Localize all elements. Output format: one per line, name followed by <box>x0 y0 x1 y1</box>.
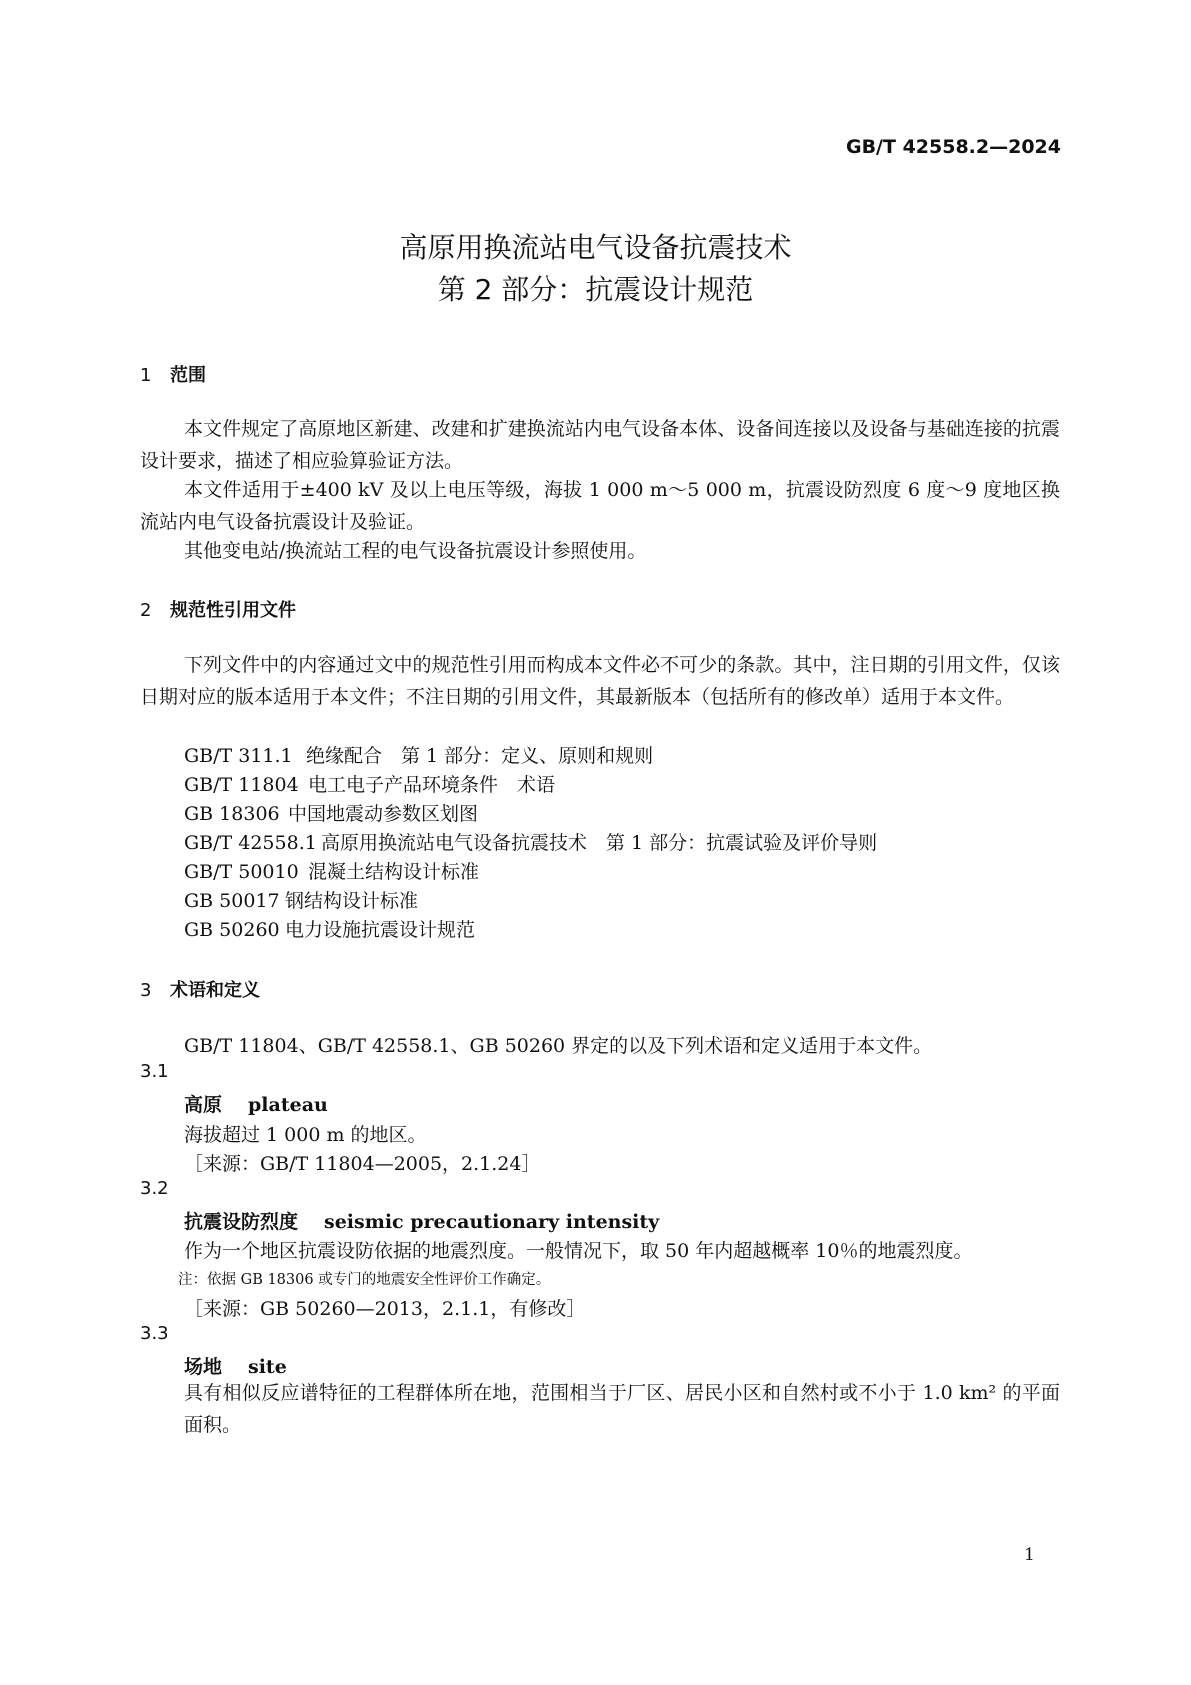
section-2-heading <box>140 596 296 622</box>
term-heading <box>184 1090 328 1117</box>
term-definition: 海拔超过 1 000 m 的地区。 <box>184 1124 427 1146</box>
term-zh: 场地 <box>184 1356 223 1378</box>
term-number: 3.3 <box>140 1323 169 1344</box>
section-1-para-2: 本文件适用于±400 kV 及以上电压等级，海拔 1 000 m～5 000 m，抗震设防烈度 6 度～9 度地区换流站内电气设备抗震设计及验证。 <box>140 479 1060 533</box>
reference-title: 电工电子产品环境条件 术语 <box>308 774 556 796</box>
section-title: 规范性引用文件 <box>170 600 296 621</box>
section-3-heading <box>140 976 260 1002</box>
section-1-para-3: 其他变电站/换流站工程的电气设备抗震设计参照使用。 <box>184 540 647 562</box>
reference-item <box>184 799 478 826</box>
term-number: 3.1 <box>140 1061 169 1082</box>
reference-code: GB 50260 <box>184 919 280 941</box>
reference-item <box>184 770 555 797</box>
section-1-para-1: 本文件规定了高原地区新建、改建和扩建换流站内电气设备本体、设备间连接以及设备与基础连接的抗震设计要求，描述了相应验算验证方法。 <box>140 418 1060 472</box>
reference-title: 绝缘配合 第 1 部分：定义、原则和规则 <box>306 745 654 767</box>
reference-title: 钢结构设计标准 <box>285 890 419 912</box>
reference-title: 中国地震动参数区划图 <box>288 803 479 825</box>
reference-title: 混凝土结构设计标准 <box>308 861 480 883</box>
standard-number: GB/T 42558.2—2024 <box>845 136 1061 158</box>
term-en: site <box>248 1356 287 1378</box>
term-heading <box>184 1207 659 1234</box>
section-number: 1 <box>140 365 152 386</box>
term-source: ［来源：GB 50260—2013，2.1.1，有修改］ <box>184 1298 586 1320</box>
section-title: 术语和定义 <box>170 980 260 1001</box>
reference-code: GB/T 50010 <box>184 861 299 883</box>
reference-item <box>184 741 653 768</box>
reference-item <box>184 828 877 855</box>
reference-item <box>184 857 479 884</box>
reference-code: GB/T 311.1 <box>184 745 293 767</box>
reference-title: 高原用换流站电气设备抗震技术 第 1 部分：抗震试验及评价导则 <box>321 832 878 854</box>
reference-code: GB/T 42558.1 <box>184 832 317 854</box>
section-number: 2 <box>140 600 152 621</box>
section-2-intro: 下列文件中的内容通过文中的规范性引用而构成本文件必不可少的条款。其中，注日期的引用文件，仅该日期对应的版本适用于本文件；不注日期的引用文件，其最新版本（包括所有的修改单）适用于本文件。 <box>140 654 1060 708</box>
section-title: 范围 <box>170 365 206 386</box>
term-zh: 高原 <box>184 1094 223 1116</box>
term-zh: 抗震设防烈度 <box>184 1211 299 1233</box>
reference-title: 电力设施抗震设计规范 <box>285 919 476 941</box>
section-3-intro: GB/T 11804、GB/T 42558.1、GB 50260 界定的以及下列术语和定义适用于本文件。 <box>184 1035 933 1057</box>
reference-item <box>184 886 418 913</box>
term-number: 3.2 <box>140 1178 169 1199</box>
document-title-line2: 第 2 部分：抗震设计规范 <box>437 273 754 306</box>
term-en: plateau <box>248 1094 328 1116</box>
term-source: ［来源：GB/T 11804—2005，2.1.24］ <box>184 1153 541 1175</box>
reference-code: GB 50017 <box>184 890 280 912</box>
reference-item <box>184 915 475 942</box>
term-heading <box>184 1352 287 1379</box>
section-number: 3 <box>140 980 152 1001</box>
term-definition: 具有相似反应谱特征的工程群体所在地，范围相当于厂区、居民小区和自然村或不小于 1.0 km² 的平面面积。 <box>184 1382 1060 1436</box>
reference-code: GB/T 11804 <box>184 774 299 796</box>
term-note <box>178 1268 550 1289</box>
note-text: 依据 GB 18306 或专门的地震安全性评价工作确定。 <box>207 1272 551 1288</box>
page-number: 1 <box>1024 1545 1035 1565</box>
reference-code: GB 18306 <box>184 803 280 825</box>
note-label: 注： <box>178 1272 207 1288</box>
section-1-heading <box>140 361 206 387</box>
term-en: seismic precautionary intensity <box>324 1211 660 1233</box>
document-title-line1: 高原用换流站电气设备抗震技术 <box>399 231 792 264</box>
term-definition: 作为一个地区抗震设防依据的地震烈度。一般情况下，取 50 年内超越概率 10％的地震烈度。 <box>184 1240 973 1262</box>
